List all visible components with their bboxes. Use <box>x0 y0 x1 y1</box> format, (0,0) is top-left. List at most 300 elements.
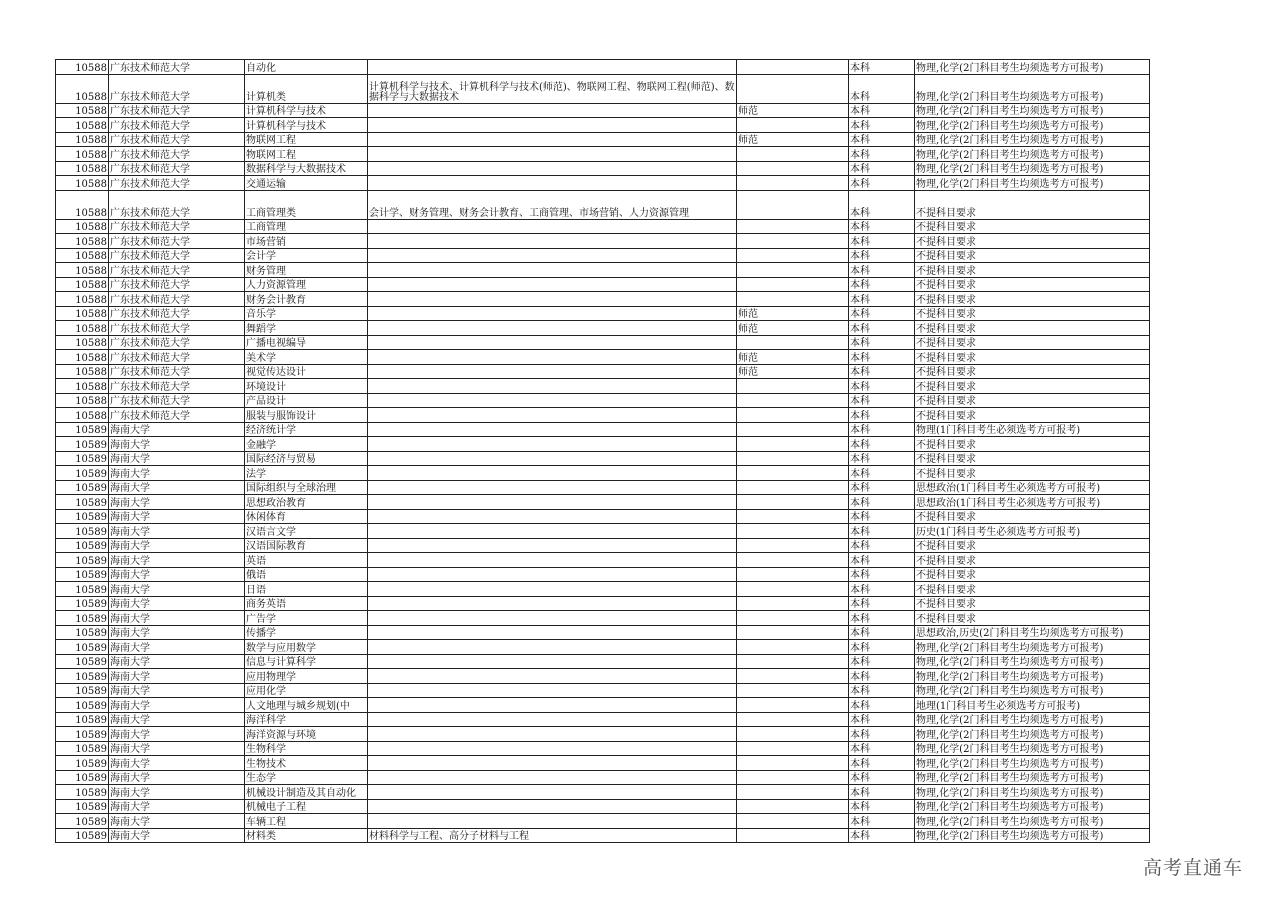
major-name-cell: 广告学 <box>245 611 368 626</box>
included-majors-cell <box>368 509 737 524</box>
included-majors-cell: 计算机科学与技术、计算机科学与技术(师范)、物联网工程、物联网工程(师范)、数据科学与大数据技术 <box>368 74 737 103</box>
school-code-cell: 10589 <box>56 466 109 481</box>
subject-requirement-cell: 不提科目要求 <box>915 567 1150 582</box>
table-row <box>56 321 1150 336</box>
included-majors-cell <box>368 103 737 118</box>
table-row <box>56 306 1150 321</box>
major-name-cell: 生物科学 <box>245 741 368 756</box>
school-code-cell: 10588 <box>56 132 109 147</box>
school-name-cell: 广东技术师范大学 <box>109 234 245 249</box>
school-name-cell: 广东技术师范大学 <box>109 263 245 278</box>
school-name-cell: 广东技术师范大学 <box>109 321 245 336</box>
included-majors-cell <box>368 60 737 75</box>
included-majors-cell <box>368 219 737 234</box>
major-note-cell <box>737 379 849 394</box>
included-majors-cell <box>368 683 737 698</box>
subject-requirement-cell: 物理,化学(2门科目考生均须选考方可报考) <box>915 654 1150 669</box>
school-name-cell: 海南大学 <box>109 785 245 800</box>
major-name-cell: 自动化 <box>245 60 368 75</box>
level-cell: 本科 <box>849 277 915 292</box>
major-note-cell <box>737 770 849 785</box>
school-name-cell: 海南大学 <box>109 611 245 626</box>
included-majors-cell <box>368 350 737 365</box>
school-name-cell: 海南大学 <box>109 451 245 466</box>
level-cell: 本科 <box>849 741 915 756</box>
major-name-cell: 会计学 <box>245 248 368 263</box>
school-name-cell: 广东技术师范大学 <box>109 335 245 350</box>
level-cell: 本科 <box>849 118 915 133</box>
level-cell: 本科 <box>849 611 915 626</box>
table-row <box>56 582 1150 597</box>
included-majors-cell <box>368 335 737 350</box>
table-row <box>56 785 1150 800</box>
included-majors-cell <box>368 161 737 176</box>
major-name-cell: 国际经济与贸易 <box>245 451 368 466</box>
major-name-cell: 日语 <box>245 582 368 597</box>
table-row <box>56 611 1150 626</box>
major-name-cell: 广播电视编导 <box>245 335 368 350</box>
school-code-cell: 10589 <box>56 625 109 640</box>
subject-requirement-cell: 不提科目要求 <box>915 350 1150 365</box>
level-cell: 本科 <box>849 364 915 379</box>
level-cell: 本科 <box>849 393 915 408</box>
included-majors-cell <box>368 712 737 727</box>
school-code-cell: 10588 <box>56 306 109 321</box>
table-body <box>56 60 1150 843</box>
included-majors-cell <box>368 437 737 452</box>
level-cell: 本科 <box>849 538 915 553</box>
included-majors-cell <box>368 553 737 568</box>
major-name-cell: 产品设计 <box>245 393 368 408</box>
table-row <box>56 161 1150 176</box>
level-cell: 本科 <box>849 147 915 162</box>
major-note-cell <box>737 422 849 437</box>
level-cell: 本科 <box>849 408 915 423</box>
school-name-cell: 广东技术师范大学 <box>109 248 245 263</box>
included-majors-cell <box>368 596 737 611</box>
major-note-cell: 师范 <box>737 103 849 118</box>
major-note-cell <box>737 219 849 234</box>
table-row <box>56 741 1150 756</box>
table-row <box>56 495 1150 510</box>
school-code-cell: 10588 <box>56 364 109 379</box>
table-row <box>56 263 1150 278</box>
level-cell: 本科 <box>849 698 915 713</box>
table-row <box>56 553 1150 568</box>
major-name-cell: 思想政治教育 <box>245 495 368 510</box>
major-name-cell: 商务英语 <box>245 596 368 611</box>
major-note-cell <box>737 524 849 539</box>
major-note-cell <box>737 553 849 568</box>
subject-requirement-cell: 物理(1门科目考生必须选考方可报考) <box>915 422 1150 437</box>
school-code-cell: 10589 <box>56 683 109 698</box>
school-code-cell: 10588 <box>56 219 109 234</box>
major-name-cell: 财务管理 <box>245 263 368 278</box>
major-note-cell <box>737 785 849 800</box>
school-code-cell: 10589 <box>56 422 109 437</box>
major-name-cell: 海洋资源与环境 <box>245 727 368 742</box>
school-code-cell: 10588 <box>56 379 109 394</box>
level-cell: 本科 <box>849 219 915 234</box>
subject-requirement-cell: 物理,化学(2门科目考生均须选考方可报考) <box>915 118 1150 133</box>
subject-requirement-cell: 思想政治(1门科目考生必须选考方可报考) <box>915 495 1150 510</box>
subject-requirement-cell: 历史(1门科目考生必须选考方可报考) <box>915 524 1150 539</box>
school-code-cell: 10589 <box>56 727 109 742</box>
school-code-cell: 10589 <box>56 437 109 452</box>
school-name-cell: 海南大学 <box>109 698 245 713</box>
major-name-cell: 应用物理学 <box>245 669 368 684</box>
school-name-cell: 海南大学 <box>109 524 245 539</box>
admission-requirements-table <box>55 59 1150 843</box>
school-code-cell: 10588 <box>56 74 109 103</box>
school-name-cell: 广东技术师范大学 <box>109 118 245 133</box>
table-row <box>56 698 1150 713</box>
subject-requirement-cell: 不提科目要求 <box>915 263 1150 278</box>
school-code-cell: 10589 <box>56 770 109 785</box>
subject-requirement-cell: 物理,化学(2门科目考生均须选考方可报考) <box>915 669 1150 684</box>
table-row <box>56 770 1150 785</box>
included-majors-cell <box>368 364 737 379</box>
subject-requirement-cell: 物理,化学(2门科目考生均须选考方可报考) <box>915 770 1150 785</box>
major-name-cell: 计算机科学与技术 <box>245 118 368 133</box>
major-name-cell: 美术学 <box>245 350 368 365</box>
included-majors-cell <box>368 234 737 249</box>
table-row <box>56 509 1150 524</box>
major-note-cell <box>737 60 849 75</box>
level-cell: 本科 <box>849 712 915 727</box>
level-cell: 本科 <box>849 263 915 278</box>
level-cell: 本科 <box>849 654 915 669</box>
major-note-cell <box>737 640 849 655</box>
level-cell: 本科 <box>849 466 915 481</box>
subject-requirement-cell: 不提科目要求 <box>915 451 1150 466</box>
major-note-cell: 师范 <box>737 306 849 321</box>
major-note-cell <box>737 234 849 249</box>
school-name-cell: 海南大学 <box>109 422 245 437</box>
school-name-cell: 海南大学 <box>109 466 245 481</box>
school-name-cell: 海南大学 <box>109 683 245 698</box>
major-name-cell: 汉语国际教育 <box>245 538 368 553</box>
subject-requirement-cell: 思想政治,历史(2门科目考生均须选考方可报考) <box>915 625 1150 640</box>
included-majors-cell <box>368 654 737 669</box>
level-cell: 本科 <box>849 495 915 510</box>
major-note-cell <box>737 683 849 698</box>
school-name-cell: 海南大学 <box>109 625 245 640</box>
school-code-cell: 10588 <box>56 190 109 219</box>
school-name-cell: 海南大学 <box>109 770 245 785</box>
school-code-cell: 10588 <box>56 335 109 350</box>
school-code-cell: 10589 <box>56 799 109 814</box>
subject-requirement-cell: 不提科目要求 <box>915 234 1150 249</box>
subject-requirement-cell: 物理,化学(2门科目考生均须选考方可报考) <box>915 756 1150 771</box>
level-cell: 本科 <box>849 683 915 698</box>
major-note-cell <box>737 611 849 626</box>
major-name-cell: 英语 <box>245 553 368 568</box>
school-code-cell: 10588 <box>56 147 109 162</box>
major-note-cell <box>737 669 849 684</box>
table-row <box>56 176 1150 191</box>
school-name-cell: 广东技术师范大学 <box>109 60 245 75</box>
included-majors-cell <box>368 147 737 162</box>
level-cell: 本科 <box>849 799 915 814</box>
subject-requirement-cell: 不提科目要求 <box>915 582 1150 597</box>
level-cell: 本科 <box>849 335 915 350</box>
school-name-cell: 海南大学 <box>109 509 245 524</box>
included-majors-cell <box>368 611 737 626</box>
table-row <box>56 466 1150 481</box>
school-code-cell: 10589 <box>56 640 109 655</box>
table-row <box>56 277 1150 292</box>
table-row <box>56 393 1150 408</box>
subject-requirement-cell: 不提科目要求 <box>915 190 1150 219</box>
school-name-cell: 广东技术师范大学 <box>109 190 245 219</box>
major-name-cell: 休闲体育 <box>245 509 368 524</box>
school-code-cell: 10588 <box>56 176 109 191</box>
major-note-cell: 师范 <box>737 132 849 147</box>
subject-requirement-cell: 不提科目要求 <box>915 596 1150 611</box>
school-name-cell: 海南大学 <box>109 756 245 771</box>
table-row <box>56 350 1150 365</box>
level-cell: 本科 <box>849 161 915 176</box>
school-code-cell: 10589 <box>56 698 109 713</box>
table-row <box>56 799 1150 814</box>
table-row <box>56 364 1150 379</box>
school-code-cell: 10589 <box>56 756 109 771</box>
major-note-cell: 师范 <box>737 321 849 336</box>
major-name-cell: 金融学 <box>245 437 368 452</box>
major-name-cell: 市场营销 <box>245 234 368 249</box>
table-row <box>56 219 1150 234</box>
subject-requirement-cell: 物理,化学(2门科目考生均须选考方可报考) <box>915 176 1150 191</box>
major-note-cell <box>737 509 849 524</box>
subject-requirement-cell: 思想政治(1门科目考生必须选考方可报考) <box>915 480 1150 495</box>
table-row <box>56 669 1150 684</box>
included-majors-cell <box>368 118 737 133</box>
major-name-cell: 服装与服饰设计 <box>245 408 368 423</box>
major-name-cell: 交通运输 <box>245 176 368 191</box>
included-majors-cell <box>368 176 737 191</box>
subject-requirement-cell: 物理,化学(2门科目考生均须选考方可报考) <box>915 799 1150 814</box>
school-code-cell: 10589 <box>56 741 109 756</box>
school-code-cell: 10589 <box>56 828 109 843</box>
school-code-cell: 10589 <box>56 495 109 510</box>
major-note-cell <box>737 495 849 510</box>
level-cell: 本科 <box>849 379 915 394</box>
included-majors-cell <box>368 422 737 437</box>
watermark-text: 高考直通车 <box>1143 857 1244 879</box>
school-code-cell: 10588 <box>56 321 109 336</box>
subject-requirement-cell: 不提科目要求 <box>915 277 1150 292</box>
major-name-cell: 工商管理类 <box>245 190 368 219</box>
subject-requirement-cell: 不提科目要求 <box>915 509 1150 524</box>
school-name-cell: 海南大学 <box>109 799 245 814</box>
included-majors-cell <box>368 306 737 321</box>
table-row <box>56 727 1150 742</box>
major-name-cell: 生物技术 <box>245 756 368 771</box>
school-name-cell: 海南大学 <box>109 727 245 742</box>
included-majors-cell <box>368 538 737 553</box>
school-code-cell: 10588 <box>56 103 109 118</box>
included-majors-cell <box>368 669 737 684</box>
subject-requirement-cell: 物理,化学(2门科目考生均须选考方可报考) <box>915 712 1150 727</box>
major-name-cell: 物联网工程 <box>245 147 368 162</box>
included-majors-cell <box>368 480 737 495</box>
school-code-cell: 10589 <box>56 451 109 466</box>
included-majors-cell <box>368 408 737 423</box>
included-majors-cell <box>368 785 737 800</box>
major-note-cell <box>737 335 849 350</box>
major-name-cell: 环境设计 <box>245 379 368 394</box>
table-row <box>56 234 1150 249</box>
school-name-cell: 广东技术师范大学 <box>109 364 245 379</box>
school-name-cell: 海南大学 <box>109 654 245 669</box>
major-name-cell: 音乐学 <box>245 306 368 321</box>
school-name-cell: 海南大学 <box>109 553 245 568</box>
major-note-cell <box>737 712 849 727</box>
included-majors-cell <box>368 799 737 814</box>
subject-requirement-cell: 不提科目要求 <box>915 364 1150 379</box>
subject-requirement-cell: 不提科目要求 <box>915 611 1150 626</box>
school-code-cell: 10588 <box>56 60 109 75</box>
subject-requirement-cell: 不提科目要求 <box>915 553 1150 568</box>
level-cell: 本科 <box>849 350 915 365</box>
school-code-cell: 10589 <box>56 538 109 553</box>
major-note-cell <box>737 625 849 640</box>
subject-requirement-cell: 不提科目要求 <box>915 321 1150 336</box>
table-row <box>56 60 1150 75</box>
table-row <box>56 683 1150 698</box>
major-name-cell: 汉语言文学 <box>245 524 368 539</box>
major-name-cell: 经济统计学 <box>245 422 368 437</box>
school-code-cell: 10589 <box>56 596 109 611</box>
table-row <box>56 625 1150 640</box>
major-note-cell <box>737 190 849 219</box>
school-code-cell: 10588 <box>56 234 109 249</box>
school-code-cell: 10589 <box>56 582 109 597</box>
subject-requirement-cell: 不提科目要求 <box>915 306 1150 321</box>
school-code-cell: 10588 <box>56 118 109 133</box>
subject-requirement-cell: 物理,化学(2门科目考生均须选考方可报考) <box>915 785 1150 800</box>
level-cell: 本科 <box>849 756 915 771</box>
table-row <box>56 132 1150 147</box>
table-row <box>56 524 1150 539</box>
level-cell: 本科 <box>849 321 915 336</box>
school-code-cell: 10589 <box>56 480 109 495</box>
included-majors-cell <box>368 727 737 742</box>
level-cell: 本科 <box>849 190 915 219</box>
school-code-cell: 10588 <box>56 277 109 292</box>
subject-requirement-cell: 地理(1门科目考生必须选考方可报考) <box>915 698 1150 713</box>
major-name-cell: 传播学 <box>245 625 368 640</box>
major-note-cell <box>737 147 849 162</box>
major-note-cell <box>737 567 849 582</box>
level-cell: 本科 <box>849 176 915 191</box>
level-cell: 本科 <box>849 582 915 597</box>
school-code-cell: 10588 <box>56 248 109 263</box>
school-name-cell: 广东技术师范大学 <box>109 132 245 147</box>
level-cell: 本科 <box>849 770 915 785</box>
table-row <box>56 451 1150 466</box>
school-code-cell: 10589 <box>56 785 109 800</box>
major-name-cell: 机械设计制造及其自动化 <box>245 785 368 800</box>
major-note-cell <box>737 451 849 466</box>
major-note-cell <box>737 161 849 176</box>
table-row <box>56 408 1150 423</box>
school-code-cell: 10588 <box>56 292 109 307</box>
level-cell: 本科 <box>849 524 915 539</box>
major-note-cell <box>737 292 849 307</box>
table-row <box>56 596 1150 611</box>
subject-requirement-cell: 物理,化学(2门科目考生均须选考方可报考) <box>915 132 1150 147</box>
included-majors-cell <box>368 263 737 278</box>
subject-requirement-cell: 物理,化学(2门科目考生均须选考方可报考) <box>915 161 1150 176</box>
subject-requirement-cell: 不提科目要求 <box>915 393 1150 408</box>
subject-requirement-cell: 不提科目要求 <box>915 219 1150 234</box>
major-name-cell: 车辆工程 <box>245 814 368 829</box>
table-row <box>56 147 1150 162</box>
level-cell: 本科 <box>849 828 915 843</box>
level-cell: 本科 <box>849 60 915 75</box>
major-note-cell <box>737 596 849 611</box>
major-name-cell: 材料类 <box>245 828 368 843</box>
included-majors-cell <box>368 524 737 539</box>
subject-requirement-cell: 不提科目要求 <box>915 408 1150 423</box>
included-majors-cell <box>368 770 737 785</box>
table-row <box>56 118 1150 133</box>
subject-requirement-cell: 不提科目要求 <box>915 379 1150 394</box>
level-cell: 本科 <box>849 292 915 307</box>
included-majors-cell <box>368 582 737 597</box>
level-cell: 本科 <box>849 625 915 640</box>
subject-requirement-cell: 不提科目要求 <box>915 437 1150 452</box>
subject-requirement-cell: 物理,化学(2门科目考生均须选考方可报考) <box>915 828 1150 843</box>
school-name-cell: 海南大学 <box>109 582 245 597</box>
table-row <box>56 422 1150 437</box>
level-cell: 本科 <box>849 553 915 568</box>
level-cell: 本科 <box>849 74 915 103</box>
major-note-cell <box>737 408 849 423</box>
major-note-cell <box>737 538 849 553</box>
table-row <box>56 190 1150 219</box>
level-cell: 本科 <box>849 814 915 829</box>
included-majors-cell <box>368 756 737 771</box>
major-note-cell <box>737 799 849 814</box>
school-code-cell: 10589 <box>56 669 109 684</box>
level-cell: 本科 <box>849 480 915 495</box>
school-name-cell: 广东技术师范大学 <box>109 292 245 307</box>
major-note-cell: 师范 <box>737 364 849 379</box>
table-row <box>56 538 1150 553</box>
subject-requirement-cell: 物理,化学(2门科目考生均须选考方可报考) <box>915 640 1150 655</box>
included-majors-cell <box>368 495 737 510</box>
major-name-cell: 工商管理 <box>245 219 368 234</box>
level-cell: 本科 <box>849 103 915 118</box>
table-row <box>56 248 1150 263</box>
subject-requirement-cell: 物理,化学(2门科目考生均须选考方可报考) <box>915 103 1150 118</box>
major-name-cell: 机械电子工程 <box>245 799 368 814</box>
school-code-cell: 10589 <box>56 814 109 829</box>
major-name-cell: 物联网工程 <box>245 132 368 147</box>
school-code-cell: 10589 <box>56 712 109 727</box>
major-name-cell: 人文地理与城乡规划(中 <box>245 698 368 713</box>
major-note-cell <box>737 814 849 829</box>
major-note-cell <box>737 118 849 133</box>
school-name-cell: 广东技术师范大学 <box>109 147 245 162</box>
major-note-cell <box>737 654 849 669</box>
major-name-cell: 财务会计教育 <box>245 292 368 307</box>
major-note-cell <box>737 393 849 408</box>
included-majors-cell <box>368 451 737 466</box>
